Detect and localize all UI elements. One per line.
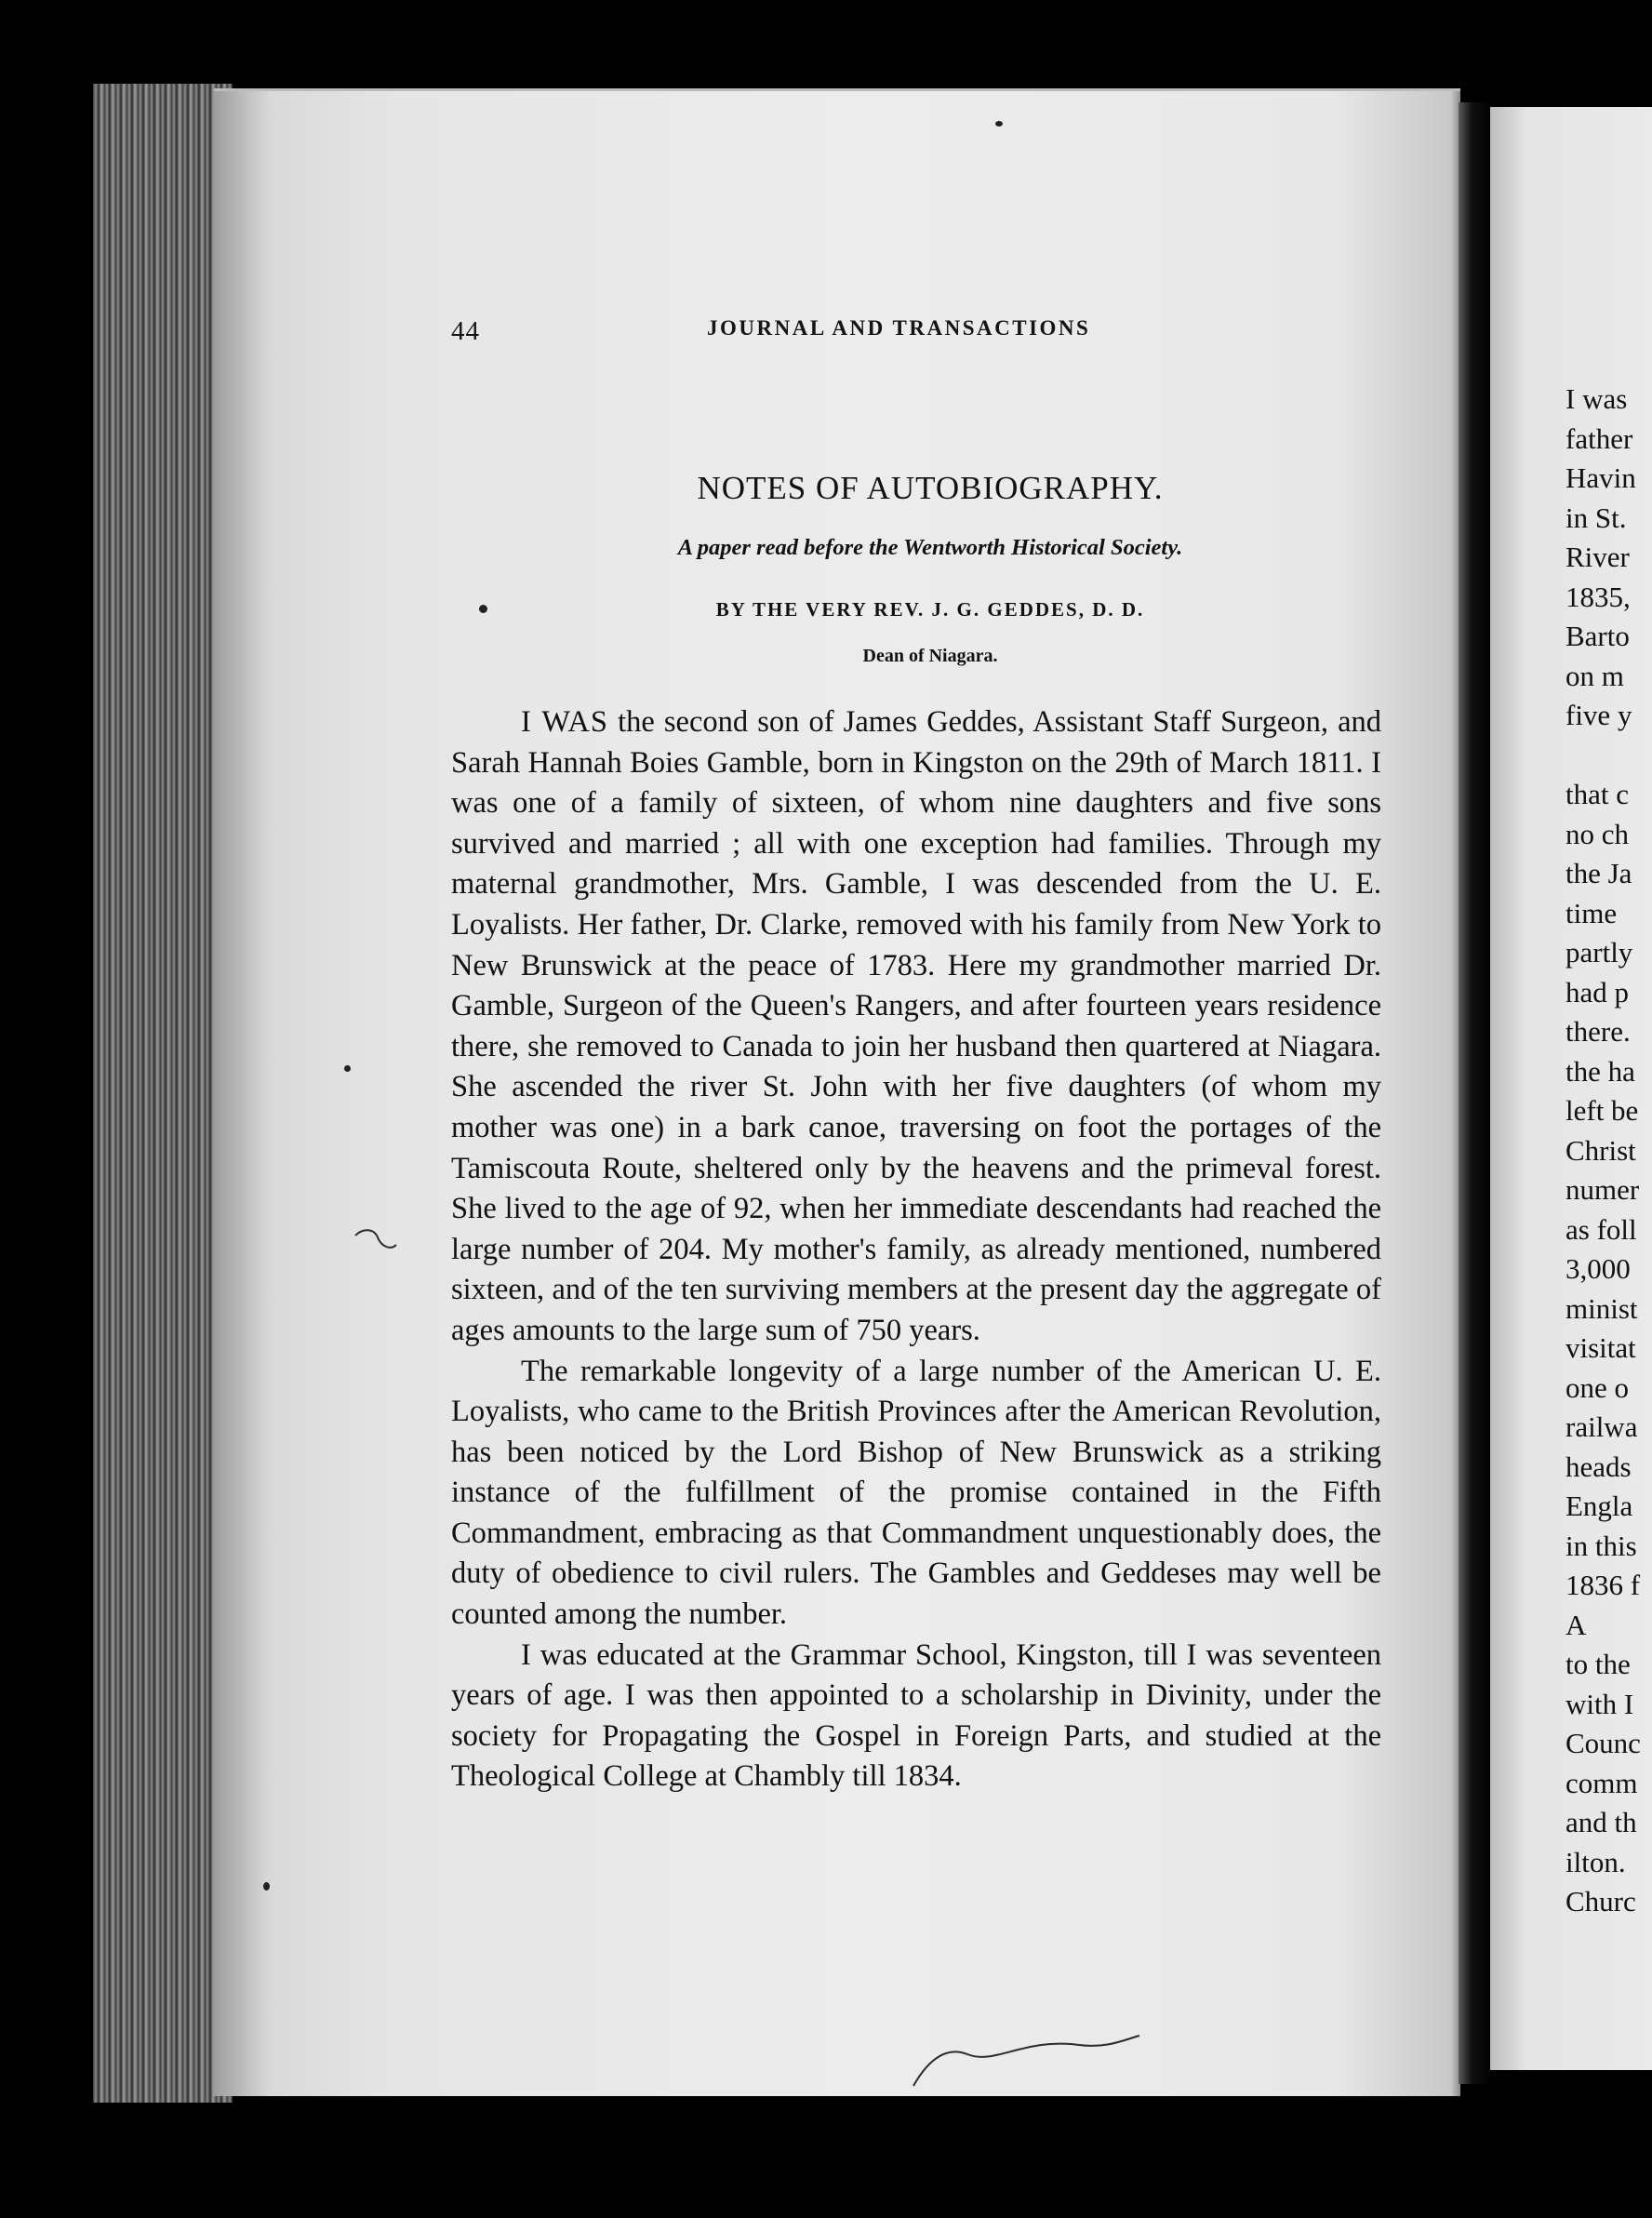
facing-page-line: Havin [1565,461,1636,494]
facing-page-line: to the [1565,1648,1631,1680]
facing-page-line: I was [1565,382,1628,415]
facing-page-line: minist [1565,1291,1638,1325]
facing-page-line: Churc [1565,1885,1636,1917]
facing-page-line: 1836 f [1565,1569,1641,1601]
article-subtitle: A paper read before the Wentworth Historical Society. [677,535,1183,560]
facing-page-line: railwa [1565,1410,1638,1443]
facing-page-line: left be [1565,1094,1639,1127]
facing-page-line: 1835, [1565,580,1631,613]
paragraph-2: The remarkable longevity of a large number of the American U. E. Loyalists, who came to the British Provinces after the American Revolution, has been noticed by the Lord Bishop of New Brunswick as a striking instance of the fulfillment of the promise contained in the Fifth Commandment, embracing as that Commandment unquestionably does, the duty of obedience to civil rulers. The Gambles and Geddeses may well be counted among the number. [451,1354,1381,1632]
facing-page-line: Counc [1565,1727,1641,1759]
pencil-mark [912,2028,1144,2093]
facing-page-line: with I [1565,1687,1634,1720]
facing-page-line: Barto [1565,620,1630,652]
page-number: 44 [451,316,480,346]
facing-page-line: in this [1565,1529,1637,1562]
facing-page-line: the ha [1565,1054,1635,1088]
ink-speck [263,1882,270,1891]
facing-page-line: and th [1565,1806,1637,1838]
facing-page-line: River [1565,541,1630,573]
byline: BY THE VERY REV. J. G. GEDDES, D. D. [715,598,1145,621]
facing-page-line: one o [1565,1370,1630,1404]
book-gutter [1459,102,1491,2084]
facing-page-line [1565,736,1652,776]
facing-page-line: comm [1565,1766,1638,1799]
facing-page-line: as foll [1565,1212,1637,1246]
facing-page-line: Engla [1565,1490,1633,1522]
paragraph-3: I was educated at the Grammar School, Kingston, till I was seventeen years of age. I was then appointed to a scholarship in Divinity, under the society for Propagating the Gospel in Foreign Parts, and studied at the Theological College at Chambly till 1834. [451,1637,1381,1794]
facing-page-line: no ch [1565,817,1630,850]
facing-page-line: heads [1565,1450,1632,1483]
facing-page-line: on m [1565,659,1624,692]
facing-page-line: ilton. [1565,1845,1626,1878]
paragraph-1 [451,702,1381,1352]
facing-page-line: 3,000 [1565,1252,1631,1285]
paragraph-1-opening: I WAS [521,705,608,739]
facing-page-line: the Ja [1565,857,1632,889]
author-affiliation: Dean of Niagara. [862,646,998,666]
ink-speck [995,121,1003,127]
article-title: NOTES OF AUTOBIOGRAPHY. [697,470,1164,506]
article [451,470,1381,1797]
facing-page-line: father [1565,421,1633,455]
facing-page-line: A [1565,1608,1587,1641]
ink-speck [344,1065,351,1072]
facing-page-line: had p [1565,975,1630,1009]
paragraph-1-text: the second son of James Geddes, Assistant Staff Surgeon, and Sarah Hannah Boies Gamble, born in Kingston on the 29th of March 1811. I was one of a family of sixteen, of whom nine daughters and five sons survived and married ; all with one exception had families. Through my maternal grandmother, Mrs. Gamble, I was descended from the U. E. Loyalists. Her father, Dr. Clarke, removed with his family from New York to New Brunswick at the peace of 1783. Here my grandmother married Dr. Gamble, Surgeon of the Queen's Rangers, and after fourteen years residence there, she removed to Canada to join her husband then quartered at Niagara. She ascended the river St. John with her five daughters (of whom my mother was one) in a bark canoe, traversing on foot the portages of the Tamiscouta Route, sheltered only by the heavens and the primeval forest. She lived to the age of 92, when her immediate descendants had reached the large number of 204. My mother's family, as already mentioned, numbered sixteen, and of the ten surviving members at the present day the aggregate of ages amounts to the large sum of 750 years. [451,705,1381,1347]
facing-page-line: partly [1565,936,1633,969]
pencil-mark [353,1226,400,1254]
facing-page-line: five y [1565,699,1632,731]
facing-page-text [1565,380,1652,1922]
facing-page-line: in St. [1565,501,1627,534]
running-title: JOURNAL AND TRANSACTIONS [707,316,1091,340]
facing-page-line: numer [1565,1173,1640,1206]
facing-page-line: visitat [1565,1331,1636,1364]
facing-page-line: time [1565,896,1618,929]
facing-page-line: that c [1565,778,1629,810]
facing-page-line: Christ [1565,1133,1636,1167]
facing-page-line: there. [1565,1015,1631,1048]
page-edges [93,84,233,2103]
ink-speck [479,605,487,613]
